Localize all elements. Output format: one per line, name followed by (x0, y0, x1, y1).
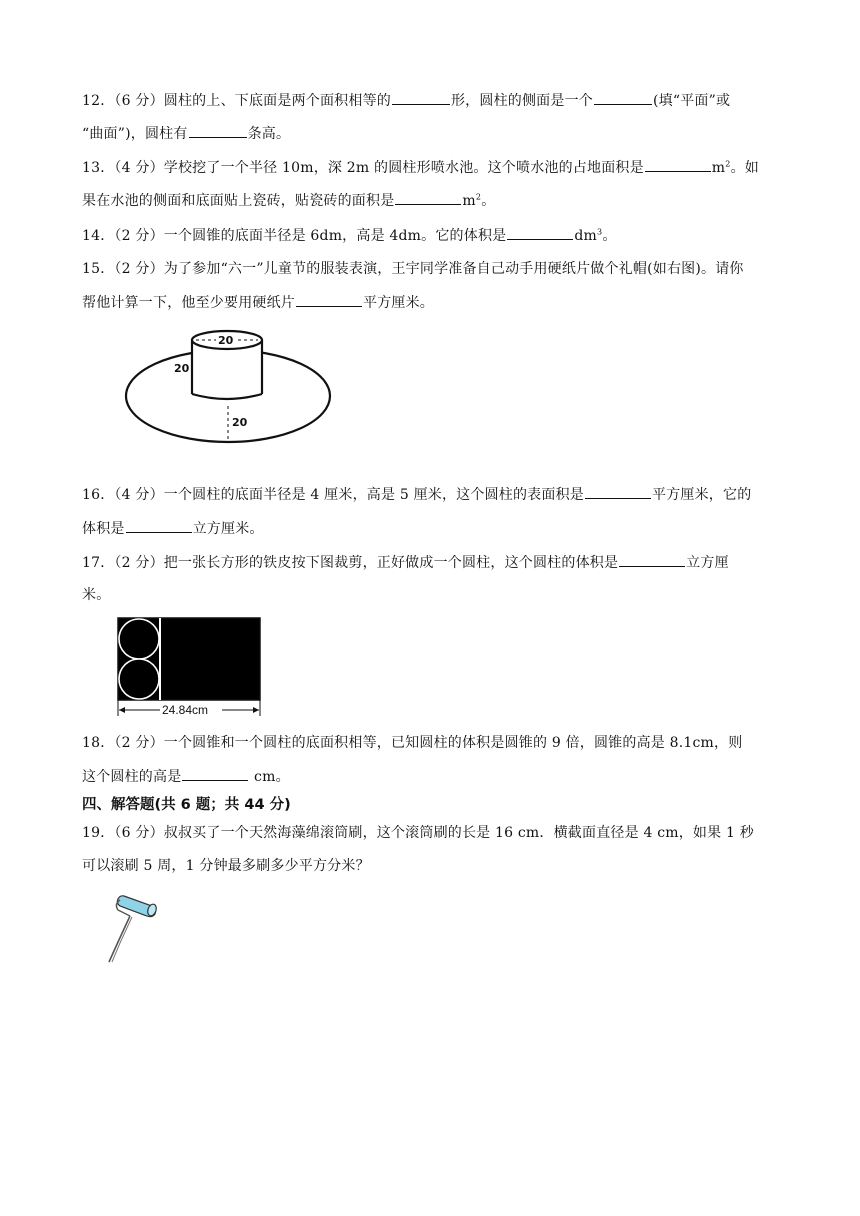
q16-blank-1[interactable] (585, 485, 651, 499)
q15-blank-1[interactable] (296, 293, 362, 307)
q14-text-a: 14．（2 分）一个圆锥的底面半径是 6dm，高是 4dm。它的体积是 (82, 228, 507, 244)
q13-line-2 (82, 191, 495, 210)
q18-line-2 (82, 767, 290, 786)
q17-blank-1[interactable] (619, 553, 685, 567)
q13-sup-1: 2 (725, 159, 731, 169)
q18-line-1: 18．（2 分）一个圆锥和一个圆柱的底面积相等，已知圆柱的体积是圆锥的 9 倍，圆锥的高是 8.1cm，则 (82, 735, 743, 751)
q16-text-a: 16．（4 分）一个圆柱的底面半径是 4 厘米，高是 5 厘米，这个圆柱的表面积是 (82, 487, 584, 503)
q19-line-1: 19．（6 分）叔叔买了一个天然海藻绵滚筒刷，这个滚筒刷的长是 16 cm．横截面直径是 4 cm，如果 1 秒 (82, 825, 754, 841)
hat-bottom-label: 20 (232, 416, 248, 429)
roller-handle (109, 916, 130, 962)
q18-blank-1[interactable] (182, 767, 248, 781)
q12-text-d: “曲面”)，圆柱有 (82, 126, 188, 142)
q12-text-e: 条高。 (247, 126, 291, 142)
q13-blank-1[interactable] (645, 158, 711, 172)
q15-line-1: 15．（2 分）为了参加“六一”儿童节的服装表演，王宇同学准备自己动手用硬纸片做个礼帽(如右图)。请你 (82, 261, 744, 277)
q14-line-1 (82, 226, 617, 245)
paint-roller-figure (104, 886, 170, 966)
q12-blank-2[interactable] (594, 91, 652, 105)
q12-blank-1[interactable] (392, 91, 450, 105)
q17-text-b: 立方厘 (686, 555, 729, 571)
q13-line-1 (82, 158, 759, 177)
q14-text-c: 。 (602, 228, 617, 244)
q15-line-2 (82, 293, 434, 312)
q17-text-a: 17．（2 分）把一张长方形的铁皮按下图裁剪，正好做成一个圆柱，这个圆柱的体积是 (82, 555, 619, 571)
q14-unit: dm (574, 228, 598, 244)
q13-sup-2: 2 (475, 192, 482, 202)
q12-blank-3[interactable] (189, 124, 247, 138)
sheet-circle-bottom (119, 659, 159, 699)
q13-unit-2: m (462, 193, 476, 209)
q17-line-2: 米。 (82, 587, 111, 603)
q16-text-c: 体积是 (82, 521, 125, 537)
q14-blank-1[interactable] (507, 226, 573, 240)
q12-line-1 (82, 91, 730, 110)
sheet-dim-arrow-right (253, 707, 259, 713)
paint-roller-icon (109, 896, 158, 962)
q13-unit-1: m (711, 160, 726, 176)
q16-text-b: 平方厘米，它的 (652, 487, 752, 503)
sheet-figure (114, 614, 266, 720)
q16-text-d: 立方厘米。 (192, 521, 264, 537)
q16-blank-2[interactable] (126, 519, 192, 533)
q15-text-a: 帮他计算一下，他至少要用硬纸片 (82, 295, 295, 311)
q12-text-a: 12．（6 分）圆柱的上、下底面是两个面积相等的 (82, 93, 391, 109)
q16-line-2 (82, 519, 264, 538)
hat-figure (118, 322, 338, 448)
hat-left-label: 20 (174, 362, 190, 375)
hat-top-label: 20 (218, 334, 234, 347)
q18-text-a: 这个圆柱的高是 (82, 769, 182, 785)
q12-text-c: (填“平面”或 (652, 93, 731, 109)
q15-text-b: 平方厘米。 (363, 295, 434, 311)
q13-text-a: 13．（4 分）学校挖了一个半径 10m，深 2m 的圆柱形喷水池。这个喷水池的占地面积是 (82, 160, 644, 176)
roller-handle-outline (112, 917, 132, 962)
q14-sup: 3 (597, 227, 603, 237)
q13-text-f: 。 (481, 193, 496, 209)
q16-line-1 (82, 485, 751, 504)
q13-text-d: 果在水池的侧面和底面贴上瓷砖，贴瓷砖的面积是 (82, 193, 395, 209)
q18-text-b: cm。 (249, 769, 290, 785)
q13-blank-2[interactable] (395, 191, 461, 205)
q17-line-1 (82, 553, 729, 572)
section-4-heading: 四、解答题(共 6 题；共 44 分) (82, 797, 291, 813)
q13-text-c: 。如 (730, 160, 759, 176)
sheet-width-label: 24.84cm (162, 703, 209, 717)
sheet-dim-arrow-left (119, 707, 125, 713)
sheet-circle-top (119, 619, 159, 659)
q12-text-b: 形，圆柱的侧面是一个 (450, 93, 593, 109)
q19-line-2: 可以滚刷 5 周，1 分钟最多刷多少平方分米？ (82, 858, 370, 874)
q12-line-2 (82, 124, 290, 143)
